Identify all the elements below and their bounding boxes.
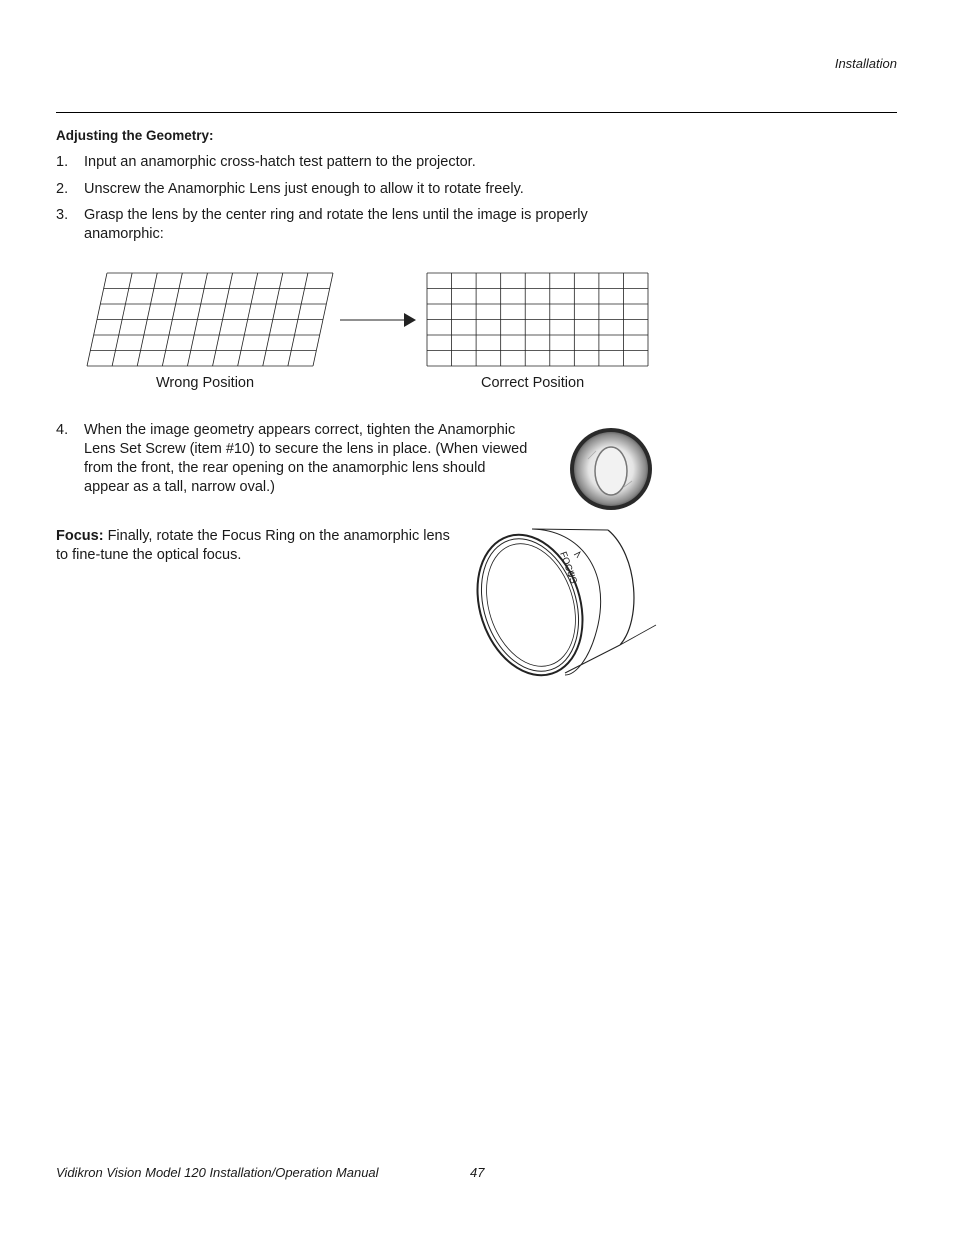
- step-text: Input an anamorphic cross-hatch test pattern to the projector.: [84, 154, 476, 170]
- lens-rear-oval-illustration: [566, 425, 658, 513]
- wrong-position-caption: Wrong Position: [156, 375, 255, 391]
- focus-text: Finally, rotate the Focus Ring on the anamorphic lens: [107, 528, 450, 544]
- step-text-line: When the image geometry appears correct, tighten the Anamorphic: [84, 422, 516, 438]
- focus-text-line: to fine-tune the optical focus.: [56, 547, 242, 563]
- step-text-line: from the front, the rear opening on the anamorphic lens should: [84, 460, 486, 476]
- step-text-line: anamorphic:: [84, 226, 164, 242]
- step-text-line: Grasp the lens by the center ring and rotate the lens until the image is properly: [84, 207, 588, 223]
- correct-position-caption: Correct Position: [481, 375, 585, 391]
- running-header: Installation: [834, 56, 897, 71]
- step-number: 1.: [56, 154, 69, 170]
- focus-ring-illustration: [470, 525, 660, 685]
- footer-manual-title: Vidikron Vision Model 120 Installation/Operation Manual: [56, 1165, 379, 1180]
- section-heading: Adjusting the Geometry:: [56, 128, 214, 143]
- focus-paragraph: [56, 527, 456, 565]
- step-number: 3.: [56, 207, 69, 223]
- crosshatch-diagram: [80, 268, 660, 373]
- wrong-position-grid: [87, 273, 333, 366]
- focus-ring-label: FOCUS: [557, 550, 579, 586]
- step-text-line: appear as a tall, narrow oval.): [84, 479, 276, 495]
- focus-label: Focus:: [56, 528, 104, 544]
- correct-position-grid: [427, 273, 648, 366]
- page-number: 47: [470, 1165, 485, 1180]
- step-text-line: Lens Set Screw (item #10) to secure the lens in place. (When viewed: [84, 441, 528, 457]
- step-text: Unscrew the Anamorphic Lens just enough to allow it to rotate freely.: [84, 181, 524, 197]
- step-number: 4.: [56, 422, 69, 438]
- step-number: 2.: [56, 181, 69, 197]
- header-rule: [56, 112, 897, 113]
- arrow-icon: [340, 313, 416, 327]
